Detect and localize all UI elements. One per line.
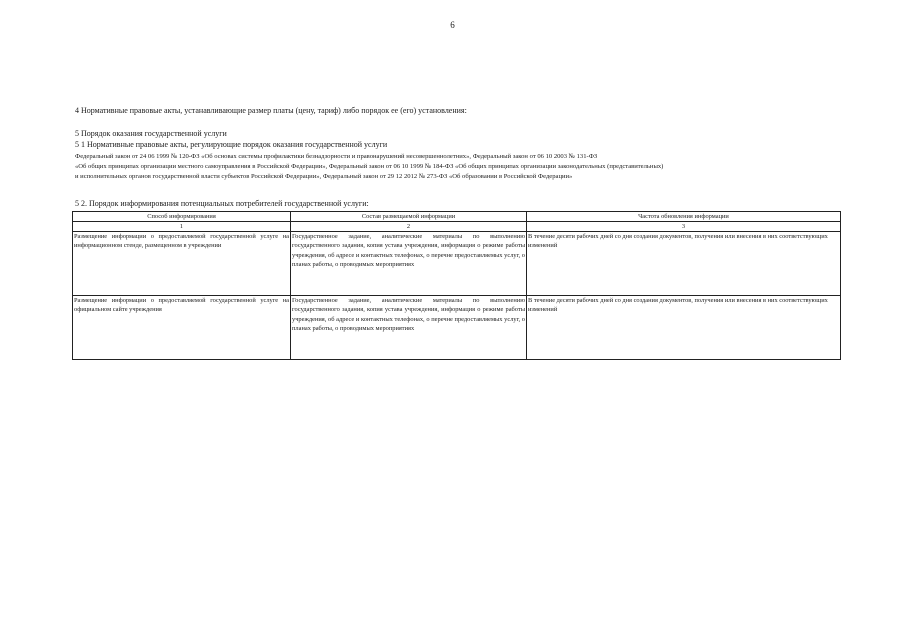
page-number: 6 bbox=[450, 20, 455, 30]
cell-frequency: В течение десяти рабочих дней со дня создания документов, получения или внесения в них соответствующих изменений bbox=[527, 296, 841, 360]
column-header-frequency: Частота обновления информации bbox=[527, 212, 841, 222]
cell-method: Размещение информации о предоставляемой государственной услуге на официальном сайте учреждения bbox=[73, 296, 291, 360]
table-header-row bbox=[73, 212, 841, 222]
section-5-1-title: 5 1 Нормативные правовые акты, регулирующие порядок оказания государственной услуги bbox=[75, 140, 388, 149]
section-5-title: 5 Порядок оказания государственной услуги bbox=[75, 129, 227, 138]
cell-content: Государственное задание, аналитические материалы по выполнению государственного задания, копия устава учреждения, информация о режиме работы учреждения, об адресе и контактных телефонах, о перечне предоставляемых услуг, о планах работы, о проводимых мероприятиях bbox=[291, 296, 527, 360]
table-row bbox=[73, 296, 841, 360]
law-line-2: «Об общих принципах организации местного самоуправления в Российской Федерации», Федеральный закон от 06 10 1999 № 184-ФЗ «Об общих принципах организации законодательных (представительных) bbox=[75, 163, 664, 170]
column-number-1: 1 bbox=[73, 222, 291, 232]
cell-method: Размещение информации о предоставляемой государственной услуге на информационном стенде, размещенном в учреждении bbox=[73, 232, 291, 296]
law-line-3: и исполнительных органов государственной власти субъектов Российской Федерации», Федеральный закон от 29 12 2012 № 273-ФЗ «Об образовании в Российской Федерации» bbox=[75, 173, 573, 180]
table-row bbox=[73, 232, 841, 296]
column-header-method: Способ информирования bbox=[73, 212, 291, 222]
section-5-2-title: 5 2. Порядок информирования потенциальных потребителей государственной услуги: bbox=[75, 199, 369, 208]
column-number-2: 2 bbox=[291, 222, 527, 232]
cell-content: Государственное задание, аналитические материалы по выполнению государственного задания, копия устава учреждения, информация о режиме работы учреждения, об адресе и контактных телефонах, о перечне предоставляемых услуг, о планах работы, о проводимых мероприятиях bbox=[291, 232, 527, 296]
section-4-title: 4 Нормативные правовые акты, устанавливающие размер платы (цену, тариф) либо порядок ее (его) установления: bbox=[75, 106, 467, 115]
cell-frequency: В течение десяти рабочих дней со дня создания документов, получения или внесения в них соответствующих изменений bbox=[527, 232, 841, 296]
column-number-3: 3 bbox=[527, 222, 841, 232]
information-table bbox=[72, 211, 841, 360]
column-header-content: Состав размещаемой информации bbox=[291, 212, 527, 222]
law-line-1: Федеральный закон от 24 06 1999 № 120-ФЗ «Об основах системы профилактики безнадзорности и правонарушений несовершеннолетних», Федеральный закон от 06 10 2003 № 131-ФЗ bbox=[75, 153, 598, 160]
table-number-row bbox=[73, 222, 841, 232]
